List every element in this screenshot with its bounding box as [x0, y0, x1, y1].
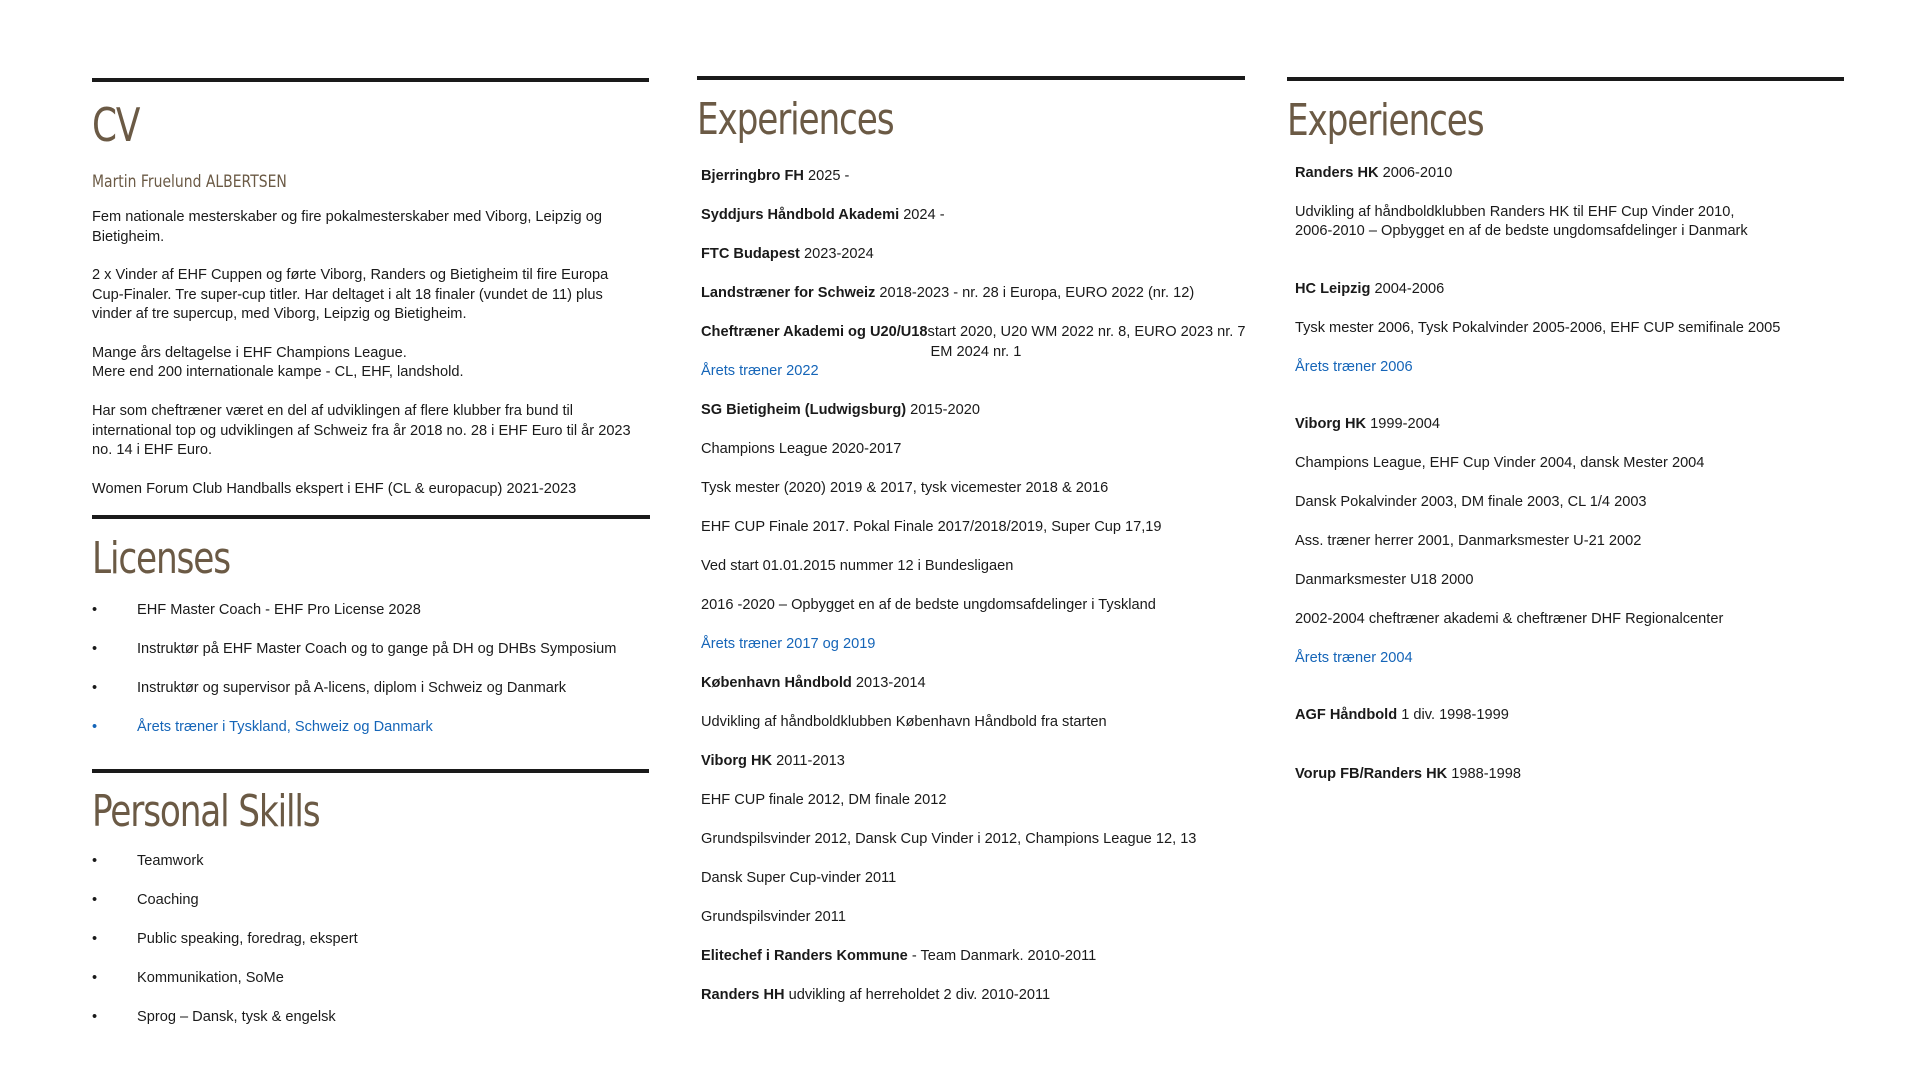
summary-paragraph-6: Women Forum Club Handballs ekspert i EHF (CL & europacup) 2021-2023 — [92, 481, 577, 497]
experience-entry: Grundspilsvinder 2012, Dansk Cup Vinder i 2012, Champions League 12, 13 — [701, 831, 1197, 847]
award-entry: Årets træner 2017 og 2019 — [701, 636, 876, 652]
bullet-icon: • — [92, 1009, 98, 1025]
cv-top-rule — [92, 78, 649, 82]
summary-paragraph-2: 2 x Vinder af EHF Cuppen og førte Viborg, Randers og Bietigheim til fire Europa Cup-Finaler. Tre super-cup titler. Har deltaget i alt 18 finaler (vundet de 11) plus vinder af tre supercup, med Viborg, Leipzig og Bietigheim. — [92, 267, 609, 322]
licenses-heading: Licenses — [92, 533, 230, 584]
experience-entry: København Håndbold 2013-2014 — [701, 675, 926, 691]
experience-entry: EHF CUP Finale 2017. Pokal Finale 2017/2018/2019, Super Cup 17,19 — [701, 519, 1162, 535]
experience-entry: Tysk mester 2006, Tysk Pokalvinder 2005-2006, EHF CUP semifinale 2005 — [1295, 320, 1781, 336]
experience-entry: 2002-2004 cheftræner akademi & cheftræner DHF Regionalcenter — [1295, 611, 1724, 627]
experience-entry: Landstræner for Schweiz 2018-2023 - nr. 28 i Europa, EURO 2022 (nr. 12) — [701, 285, 1195, 301]
experience-entry: Udvikling af håndboldklubben Randers HK til EHF Cup Vinder 2010, — [1295, 204, 1735, 220]
licenses-rule — [92, 515, 650, 519]
bullet-icon: • — [92, 641, 98, 657]
experiences-heading-2: Experiences — [1287, 95, 1484, 146]
experience-entry: Elitechef i Randers Kommune - Team Danmark. 2010-2011 — [701, 948, 1097, 964]
bullet-icon: • — [92, 970, 98, 986]
experience-entry: SG Bietigheim (Ludwigsburg) 2015-2020 — [701, 402, 980, 418]
cv-heading: CV — [92, 98, 140, 152]
bullet-icon: • — [92, 602, 98, 618]
experience-entry: 2016 -2020 – Opbygget en af de bedste ungdomsafdelinger i Tyskland — [701, 597, 1156, 613]
award-entry: Årets træner 2004 — [1295, 650, 1413, 666]
summary-paragraph-4: Mere end 200 internationale kampe - CL, EHF, landshold. — [92, 364, 464, 380]
summary-paragraph-5: Har som cheftræner været en del af udviklingen af flere klubber fra bund til international top og udviklingen af Schweiz fra år 2018 no. 28 i EHF Euro til år 2023 no. 14 i EHF Euro. — [92, 403, 631, 458]
summary-paragraph-3: Mange års deltagelse i EHF Champions League. — [92, 345, 407, 361]
experience-entry: Cheftræner Akademi og U20/U18start 2020, U20 WM 2022 nr. 8, EURO 2023 nr. 7 EM 2024 nr. 1 — [701, 324, 1246, 360]
experience-entry: EHF CUP finale 2012, DM finale 2012 — [701, 792, 947, 808]
experience-entry: Viborg HK 1999-2004 — [1295, 416, 1440, 432]
experience-entry: Randers HH udvikling af herreholdet 2 div. 2010-2011 — [701, 987, 1051, 1003]
experience-entry: Udvikling af håndboldklubben København Håndbold fra starten — [701, 714, 1107, 730]
bullet-icon: • — [92, 680, 98, 696]
bullet-icon: • — [92, 719, 98, 735]
experience-entry: Ved start 01.01.2015 nummer 12 i Bundesligaen — [701, 558, 1014, 574]
experience-entry: Danmarksmester U18 2000 — [1295, 572, 1474, 588]
experiences-rule-2 — [1287, 77, 1844, 81]
experience-entry: AGF Håndbold 1 div. 1998-1999 — [1295, 707, 1509, 723]
award-entry: Årets træner 2006 — [1295, 359, 1413, 375]
experience-entry: Tysk mester (2020) 2019 & 2017, tysk vicemester 2018 & 2016 — [701, 480, 1109, 496]
experiences-rule-1 — [697, 76, 1245, 80]
experience-entry: Randers HK 2006-2010 — [1295, 165, 1453, 181]
experience-entry: HC Leipzig 2004-2006 — [1295, 281, 1445, 297]
experience-entry: Dansk Super Cup-vinder 2011 — [701, 870, 897, 886]
skills-heading: Personal Skills — [92, 786, 320, 837]
experience-entry: Syddjurs Håndbold Akademi 2024 - — [701, 207, 945, 223]
experience-entry: 2006-2010 – Opbygget en af de bedste ungdomsafdelinger i Danmark — [1295, 223, 1748, 239]
experience-entry: Champions League, EHF Cup Vinder 2004, dansk Mester 2004 — [1295, 455, 1705, 471]
experience-entry: FTC Budapest 2023-2024 — [701, 246, 874, 262]
person-name: Martin Fruelund ALBERTSEN — [92, 172, 287, 192]
experiences-heading-1: Experiences — [697, 94, 894, 145]
bullet-icon: • — [92, 892, 98, 908]
experience-entry: Champions League 2020-2017 — [701, 441, 902, 457]
experience-entry: Bjerringbro FH 2025 - — [701, 168, 850, 184]
bullet-icon: • — [92, 853, 98, 869]
experience-entry: Viborg HK 2011-2013 — [701, 753, 845, 769]
experience-entry: Vorup FB/Randers HK 1988-1998 — [1295, 766, 1522, 782]
award-entry: Årets træner 2022 — [701, 363, 819, 379]
experience-entry: Grundspilsvinder 2011 — [701, 909, 846, 925]
summary-paragraph-1: Fem nationale mesterskaber og fire pokalmesterskaber med Viborg, Leipzig og Bietigheim. — [92, 209, 602, 245]
experience-entry: Ass. træner herrer 2001, Danmarksmester U-21 2002 — [1295, 533, 1642, 549]
experience-entry: Dansk Pokalvinder 2003, DM finale 2003, CL 1/4 2003 — [1295, 494, 1647, 510]
bullet-icon: • — [92, 931, 98, 947]
skills-rule — [92, 769, 649, 773]
